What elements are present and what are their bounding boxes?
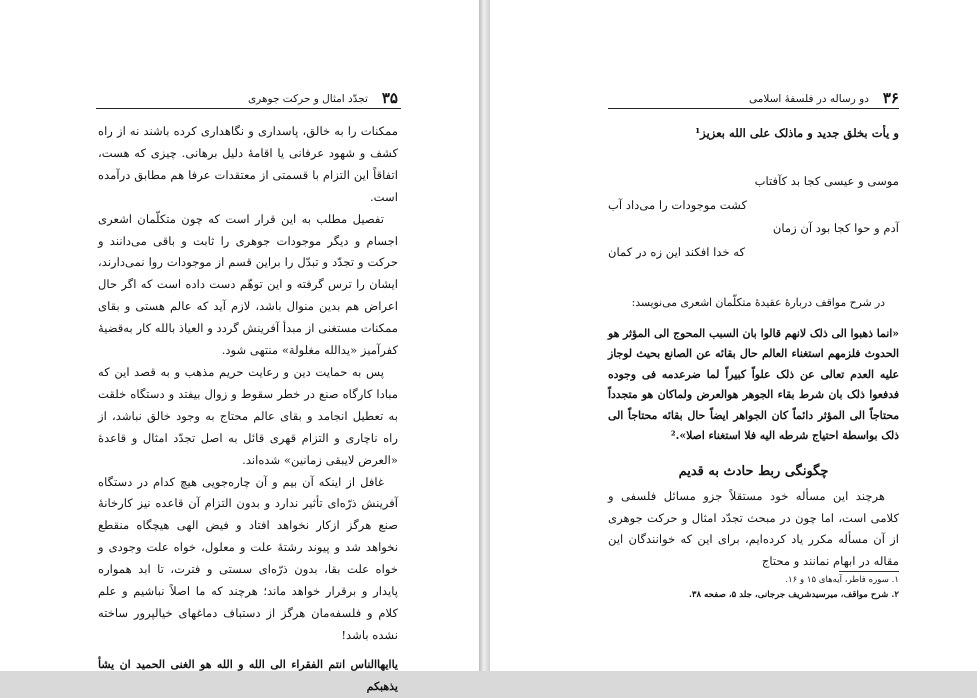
footnote-rule xyxy=(839,571,899,572)
left-page xyxy=(0,0,479,693)
section-body xyxy=(608,486,899,572)
left-paragraph: غافل از اینکه آن بیم و آن چاره‌جویی هیچ کدام در دستگاه آفرینش ذرّه‌ای تأثیر ندارد و بدون التزام آن قاعده نیز کارخانهٔ صنع هرگز ازکار نخواهد افتاد و فیض الهی هیچگاه منقطع نخواهد شد و پیوند رشتهٔ علت و معلول، خواه علت وجودی و خواه علت بقا، بدون ذرّه‌ای سستی و فترت، تا ابد همواره پایدار و برقرار خواهد ماند؛ هرچند که ما اصلاً نباشیم و علم کلام و فلسفه‌مان هرگز از دستباف دماغهای خیالپرور ساخته نشده باشد! xyxy=(98,474,398,642)
poem-line: کشت موجودات را می‌داد آب xyxy=(608,197,748,212)
poem-line: موسی و عیسی کجا بد کآفتاب xyxy=(754,174,899,188)
left-paragraph: پس به حمایت دین و رعایت حریم مذهب و به قصد این که مبادا کارگاه صنع در خطر سقوط و زوال بیفتد و دستگاه خلقت به تعطیل انجامد و بقای عالم محتاج به وجود خالق نباشد، از راه ناچاری و التزام قهری قائل به اصل تجدّد امثال و قاعدهٔ «العرض لایبقی زمانین» شده‌اند. xyxy=(98,364,398,467)
left-header-rule xyxy=(96,108,401,109)
left-page-header xyxy=(98,86,398,108)
quran-verse-line: و یأت بخلق جدید و ماذلک علی الله بعزیز¹ xyxy=(695,126,899,140)
book-gutter xyxy=(479,0,490,671)
footnote: ۲. شرح مواقف، میرسیدشریف جرجانی، جلد ۵، صفحه ۳۸. xyxy=(688,590,899,600)
footnotes xyxy=(608,573,899,603)
poem-line: آدم و حوا کجا بود آن زمان xyxy=(772,221,899,235)
right-page xyxy=(490,0,977,671)
right-running-title: دو رساله در فلسفهٔ اسلامی xyxy=(748,93,869,105)
sharh-mawaqif-quote xyxy=(608,282,899,457)
quote-intro: در شرح مواقف دربارهٔ عقیدهٔ متکلّمان اشعری می‌نویسد: xyxy=(631,295,885,309)
left-paragraph: ممکنات را به خالق، پاسداری و نگاهداری کرده باشند نه از راه کشف و شهود عرفانی یا اقامهٔ دلیل برهانی. چیزی که هست، اتفاقاً این التزام با قسمتی از معتقدات عرفا هم مطابق درآمده است. xyxy=(98,124,398,204)
left-running-title: تجدّد امثال و حرکت جوهری xyxy=(247,93,368,105)
arabic-quote: «انما ذهبوا الی ذلک لانهم قالوا بان السبب المحوج الی المؤثر هو الحدوث فلزمهم استغناء العالم حال بقائه عن الصانع بحیث لوجاز علیه العدم تعالی عن ذلک علواً کبیراً لما ضرعدمه فی وجوده فدفعوا ذلک بان شرط بقاء الجوهر هوالعرض ولماکان هو متجدداً محتاجاً الی المؤثر دائماً کان الجواهر ایضاً حال بقائه محتاجاً الی ذلک بواسطة احتیاج شرطه الیه فلا استغناء اصلا».² xyxy=(608,327,899,443)
section-heading: چگونگی ربط حادث به قدیم xyxy=(678,464,829,479)
left-page-body xyxy=(98,121,398,698)
section-paragraph: هرچند این مسأله خود مستقلاً جزو مسائل فلسفی و کلامی است، اما چون در مبحث تجدّد امثال و حرکت جوهری از آن مسأله مکرر یاد کرده‌ایم، برای این که خوانندگان این مقاله در ابهام نمانند و محتاج xyxy=(608,489,899,568)
right-page-number: ۳۶ xyxy=(882,89,899,107)
right-header-rule xyxy=(608,108,899,109)
poem-line: که خدا افکند این زه در کمان xyxy=(608,244,746,259)
left-page-number: ۳۵ xyxy=(381,89,398,107)
right-page-header xyxy=(608,86,899,108)
poem xyxy=(608,170,899,264)
footnote: ۱. سوره فاطر، آیه‌های ۱۵ و ۱۶. xyxy=(785,575,899,585)
left-page-last-line: یاایهاالناس انتم الفقراء الی الله و الله هو الغنی الحمید ان یشأ یذهبکم xyxy=(98,657,398,693)
left-paragraph: تفصیل مطلب به این قرار است که چون متکلّمان اشعری اجسام و دیگر موجودات جوهری را ثابت و باقی می‌دانند و حرکت و تجدّد و تبدّل را براین قسم از موجودات روا نمی‌دارند، ایشان را ترس گرفته و این توهّم دست داده است که اگر حال اعراض هم بدین منوال باشد، لازم آید که عالم هستی و بقای ممکنات مستغنی از مبدأ آفرینش گردد و العیاذ بالله کار به‌قضیهٔ کفرآمیز «یدالله مغلولة» منتهی شود. xyxy=(98,211,398,358)
